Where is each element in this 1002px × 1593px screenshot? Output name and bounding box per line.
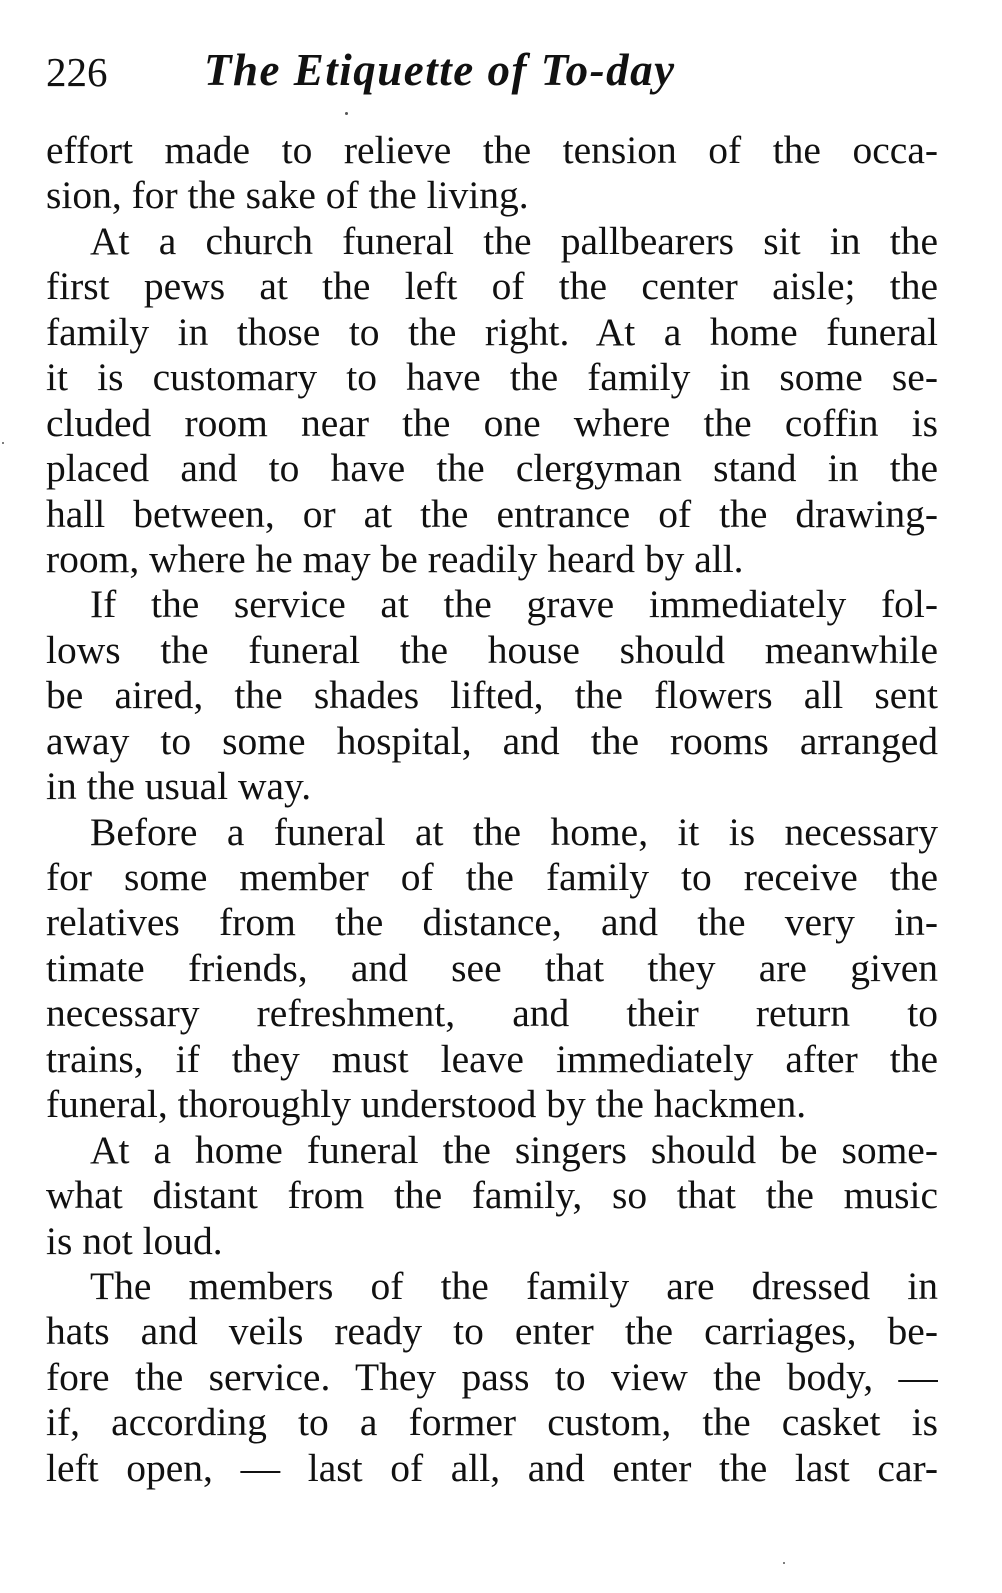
text-line: first pews at the left of the center aisle; the — [46, 264, 938, 309]
text-line: placed and to have the clergyman stand in the — [46, 446, 938, 491]
body-text — [46, 128, 938, 1491]
text-line: hall between, or at the entrance of the drawing- — [46, 491, 938, 536]
text-line: necessary refreshment, and their return to — [46, 991, 938, 1036]
running-head — [46, 42, 946, 102]
text-line: trains, if they must leave immediately after the — [46, 1036, 938, 1081]
text-line: left open, — last of all, and enter the last car- — [46, 1445, 938, 1490]
ink-speck — [345, 112, 348, 115]
text-line: timate friends, and see that they are given — [46, 945, 938, 990]
text-line: room, where he may be readily heard by all. — [46, 536, 744, 581]
text-line: funeral, thoroughly understood by the hackmen. — [46, 1082, 807, 1127]
text-line: for some member of the family to receive the — [46, 855, 938, 899]
ink-speck — [2, 442, 4, 444]
text-line: it is customary to have the family in some se- — [46, 355, 938, 400]
text-line: if, according to a former custom, the casket is — [46, 1400, 938, 1445]
text-line: effort made to relieve the tension of the occa- — [46, 128, 938, 172]
text-line: lows the funeral the house should meanwhile — [46, 627, 938, 672]
text-line: in the usual way. — [46, 764, 312, 809]
text-line: hats and veils ready to enter the carriages, be- — [46, 1309, 938, 1354]
text-line: away to some hospital, and the rooms arranged — [46, 718, 938, 763]
page-number: 226 — [46, 49, 108, 95]
text-line: fore the service. They pass to view the body, — — [46, 1354, 938, 1399]
paragraph-first-line: Before a funeral at the home, it is necessary — [90, 809, 938, 854]
text-line: be aired, the shades lifted, the flowers all sent — [46, 673, 938, 718]
text-line: relatives from the distance, and the very in- — [46, 900, 938, 945]
ink-speck — [783, 1562, 785, 1564]
paragraph-first-line: The members of the family are dressed in — [90, 1263, 938, 1308]
paragraph-first-line: If the service at the grave immediately fol- — [90, 582, 938, 627]
text-line: is not loud. — [46, 1218, 223, 1263]
paragraph-first-line: At a home funeral the singers should be some- — [90, 1127, 938, 1172]
text-line: cluded room near the one where the coffin is — [46, 400, 938, 445]
running-title: The Etiquette of To-day — [204, 45, 676, 95]
paragraph-first-line: At a church funeral the pallbearers sit in the — [90, 218, 938, 263]
text-line: what distant from the family, so that the music — [46, 1173, 938, 1218]
text-line: family in those to the right. At a home funeral — [46, 309, 938, 354]
text-line: sion, for the sake of the living. — [46, 173, 529, 218]
